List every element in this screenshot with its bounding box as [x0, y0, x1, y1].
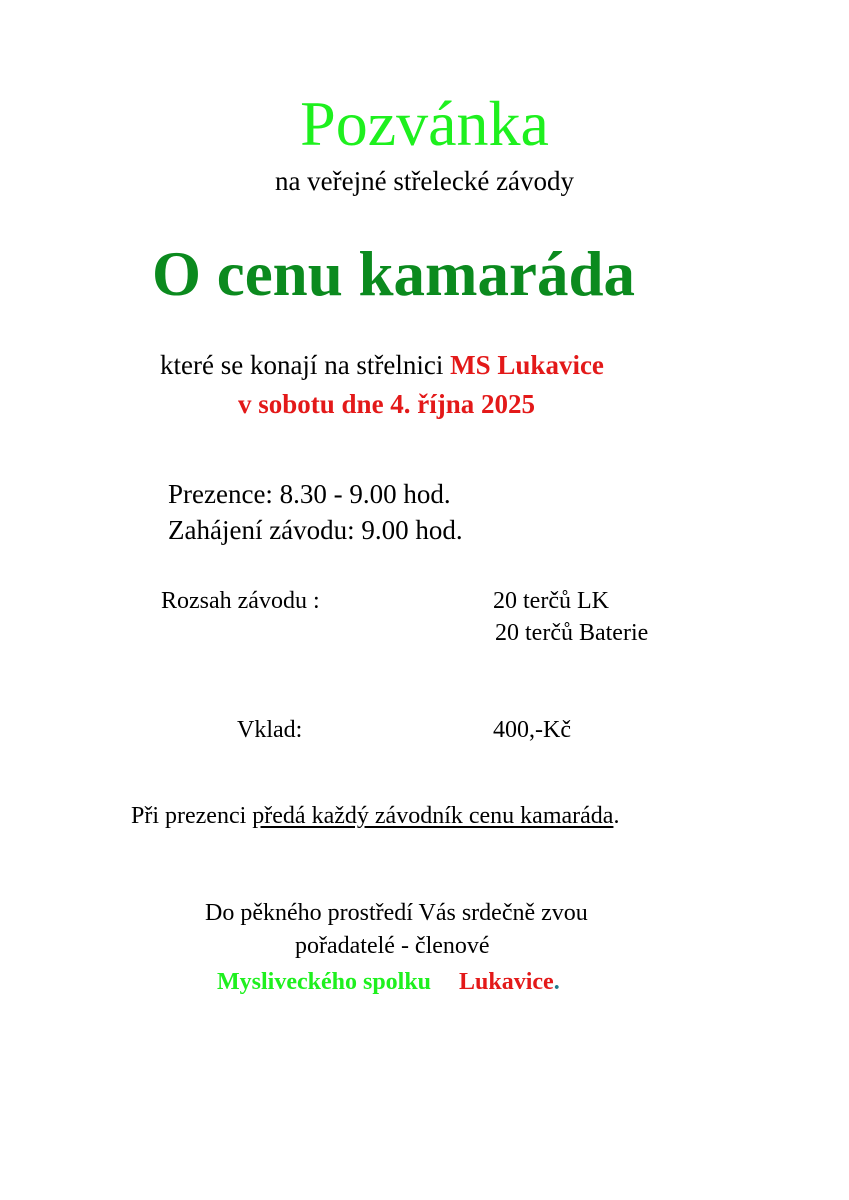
organizer-name-part2: Lukavice: [459, 969, 554, 995]
start-time: Zahájení závodu: 9.00 hod.: [168, 515, 463, 545]
invitation-line-1: Do pěkného prostředí Vás srdečně zvou: [205, 900, 588, 926]
organizer-name-part1: Mysliveckého spolku: [217, 969, 432, 995]
invitation-line-2: pořadatelé - členové: [295, 933, 490, 959]
invitation-subtitle: na veřejné střelecké závody: [274, 166, 575, 196]
registration-note: [131, 804, 619, 828]
scope-label: Rozsah závodu :: [161, 588, 320, 614]
scope-item: 20 terčů LK: [493, 588, 609, 614]
venue-prefix: které se konají na střelnici: [160, 350, 451, 380]
scope-item: 20 terčů Baterie: [495, 620, 649, 646]
registration-time: Prezence: 8.30 - 9.00 hod.: [168, 479, 451, 509]
note-prefix: Při prezenci: [131, 803, 253, 829]
fee-value: 400,-Kč: [493, 717, 571, 743]
organizer-trailing-dot: .: [553, 969, 560, 995]
venue-name: MS Lukavice: [450, 350, 604, 380]
fee-label: Vklad:: [237, 717, 303, 743]
note-suffix: .: [613, 803, 620, 829]
venue-line: [160, 352, 604, 379]
note-underlined-text: předá každý závodník cenu kamaráda: [252, 803, 614, 829]
organizer-line: [217, 970, 560, 994]
invitation-title: Pozvánka: [300, 88, 549, 159]
event-date: v sobotu dne 4. října 2025: [238, 389, 536, 419]
event-name: O cenu kamaráda: [152, 239, 636, 309]
